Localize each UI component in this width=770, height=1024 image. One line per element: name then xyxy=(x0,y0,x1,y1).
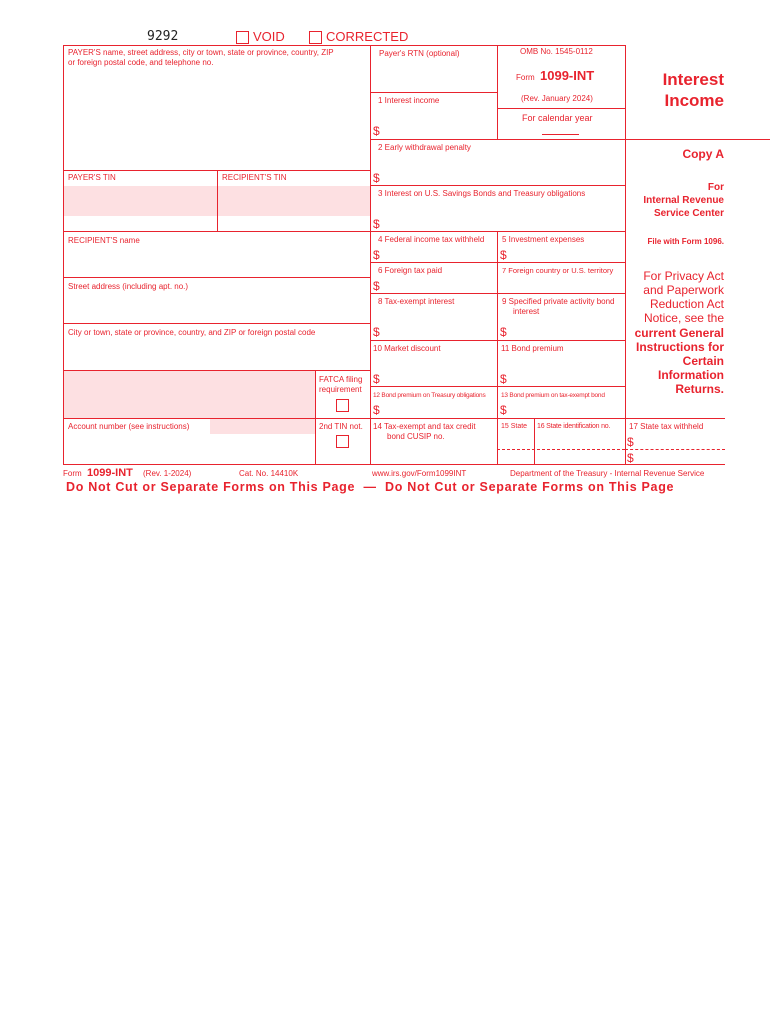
grid-line xyxy=(63,45,625,46)
grid-line xyxy=(625,418,626,464)
grid-line xyxy=(370,45,371,465)
box-3-label: 3 Interest on U.S. Savings Bonds and Treasury obligations xyxy=(378,189,586,198)
box-16-label: 16 State identification no. xyxy=(537,423,611,430)
box-15-label: 15 State xyxy=(501,423,528,430)
box-17-dollar-2: $ xyxy=(627,451,634,465)
grid-line xyxy=(63,464,625,465)
year-line xyxy=(542,134,579,135)
grid-line xyxy=(497,231,498,418)
grid-line xyxy=(370,340,625,341)
grid-line xyxy=(370,139,770,140)
grid-line xyxy=(625,464,725,465)
privacy-8: Information xyxy=(658,368,724,382)
copy-irs-2: Service Center xyxy=(653,208,724,219)
do-not-cut-banner: Do Not Cut or Separate Forms on This Page — Do Not Cut or Separate Forms on This Page xyxy=(66,480,675,494)
grid-line xyxy=(315,370,316,464)
box-17-dollar: $ xyxy=(627,435,634,449)
footer-url: www.irs.gov/Form1099INT xyxy=(372,469,467,478)
account-number-label: Account number (see instructions) xyxy=(68,422,190,431)
grid-line xyxy=(625,449,725,450)
privacy-5: current General xyxy=(634,326,724,340)
grid-line xyxy=(497,45,498,139)
box-8-label: 8 Tax-exempt interest xyxy=(378,297,455,306)
box-10-dollar: $ xyxy=(373,372,380,386)
payer-tin-label: PAYER'S TIN xyxy=(68,173,116,182)
grid-line xyxy=(63,277,370,278)
calendar-year-label: For calendar year xyxy=(522,113,593,123)
grid-line xyxy=(370,386,625,387)
grid-line xyxy=(370,262,625,263)
box-11-label: 11 Bond premium xyxy=(501,344,564,353)
privacy-4: Notice, see the xyxy=(643,311,724,325)
grid-line xyxy=(370,185,625,186)
box-9-dollar: $ xyxy=(500,325,507,339)
grid-line xyxy=(370,92,497,93)
grid-line xyxy=(370,293,625,294)
box-13-dollar: $ xyxy=(500,403,507,417)
box-17-label: 17 State tax withheld xyxy=(629,422,704,431)
corrected-label: CORRECTED xyxy=(326,29,409,44)
box-7-label: 7 Foreign country or U.S. territory xyxy=(502,266,614,275)
payer-tin-shade xyxy=(64,186,217,216)
box-9-label-2: interest xyxy=(513,307,540,316)
box-5-label: 5 Investment expenses xyxy=(502,235,585,244)
form-code: 9292 xyxy=(147,29,179,44)
grid-line xyxy=(63,231,370,232)
fatca-label-2: requirement xyxy=(319,385,362,394)
box-12-label: 12 Bond premium on Treasury obligations xyxy=(373,392,486,399)
box-5-dollar: $ xyxy=(500,248,507,262)
box-2-dollar: $ xyxy=(373,171,380,185)
fatca-label-1: FATCA filing xyxy=(319,375,363,384)
payer-name-label: PAYER'S name, street address, city or town, state or province, country, ZIP xyxy=(68,48,334,57)
recipient-tin-shade xyxy=(218,186,370,216)
recipient-name-label: RECIPIENT'S name xyxy=(68,236,140,245)
second-tin-label: 2nd TIN not. xyxy=(319,422,363,431)
privacy-6: Instructions for xyxy=(635,340,724,354)
box-3-dollar: $ xyxy=(373,217,380,231)
street-address-label: Street address (including apt. no.) xyxy=(68,282,189,291)
corrected-checkbox[interactable] xyxy=(309,31,322,44)
form-word: Form xyxy=(516,73,535,82)
grid-line xyxy=(497,418,498,464)
box-1-dollar: $ xyxy=(373,124,380,138)
form-id: 1099-INT xyxy=(540,68,595,83)
copy-irs-1: Internal Revenue xyxy=(643,195,724,206)
box-13-label: 13 Bond premium on tax-exempt bond xyxy=(501,392,605,399)
grid-line xyxy=(625,45,626,465)
grid-line xyxy=(497,449,625,450)
copy-label: Copy A xyxy=(682,147,724,161)
privacy-2: and Paperwork xyxy=(643,283,724,297)
form-rev: (Rev. January 2024) xyxy=(521,94,593,103)
grid-line xyxy=(534,418,535,464)
box-14-label: 14 Tax-exempt and tax credit xyxy=(373,422,476,431)
privacy-7: Certain xyxy=(682,354,724,368)
payer-name-label-2: or foreign postal code, and telephone no. xyxy=(68,58,214,67)
privacy-1: For Privacy Act xyxy=(643,269,724,283)
footer-cat-no: Cat. No. 14410K xyxy=(239,469,299,478)
box-2-label: 2 Early withdrawal penalty xyxy=(378,143,471,152)
city-label: City or town, state or province, country, and ZIP or foreign postal code xyxy=(68,328,316,337)
title-line-2: Income xyxy=(664,91,724,110)
void-label: VOID xyxy=(253,29,285,44)
footer-rev: (Rev. 1-2024) xyxy=(143,469,192,478)
shaded-area xyxy=(64,371,315,418)
grid-line xyxy=(315,418,625,419)
grid-line xyxy=(625,418,725,419)
privacy-9: Returns. xyxy=(675,382,724,396)
footer-form-id: 1099-INT xyxy=(87,467,133,479)
box-6-label: 6 Foreign tax paid xyxy=(378,266,443,275)
box-8-dollar: $ xyxy=(373,325,380,339)
second-tin-checkbox[interactable] xyxy=(336,435,349,448)
box-11-dollar: $ xyxy=(500,372,507,386)
box-14-label-2: bond CUSIP no. xyxy=(387,432,445,441)
file-with-1096: File with Form 1096. xyxy=(647,237,724,246)
void-checkbox[interactable] xyxy=(236,31,249,44)
box-4-label: 4 Federal income tax withheld xyxy=(378,235,485,244)
title-line-1: Interest xyxy=(662,70,724,89)
rtn-label: Payer's RTN (optional) xyxy=(379,49,460,58)
omb-number: OMB No. 1545-0112 xyxy=(520,47,593,56)
grid-line xyxy=(63,323,370,324)
box-1-label: 1 Interest income xyxy=(378,96,440,105)
box-4-dollar: $ xyxy=(373,248,380,262)
fatca-checkbox[interactable] xyxy=(336,399,349,412)
footer-form-word: Form xyxy=(63,469,82,478)
privacy-3: Reduction Act xyxy=(649,297,724,311)
copy-for: For xyxy=(707,182,724,193)
box-12-dollar: $ xyxy=(373,403,380,417)
account-shade xyxy=(210,419,315,434)
recipient-tin-label: RECIPIENT'S TIN xyxy=(222,173,287,182)
grid-line xyxy=(497,108,625,109)
box-6-dollar: $ xyxy=(373,279,380,293)
box-9-label: 9 Specified private activity bond xyxy=(502,297,615,306)
footer-dept: Department of the Treasury - Internal Revenue Service xyxy=(510,469,705,478)
box-10-label: 10 Market discount xyxy=(373,344,441,353)
